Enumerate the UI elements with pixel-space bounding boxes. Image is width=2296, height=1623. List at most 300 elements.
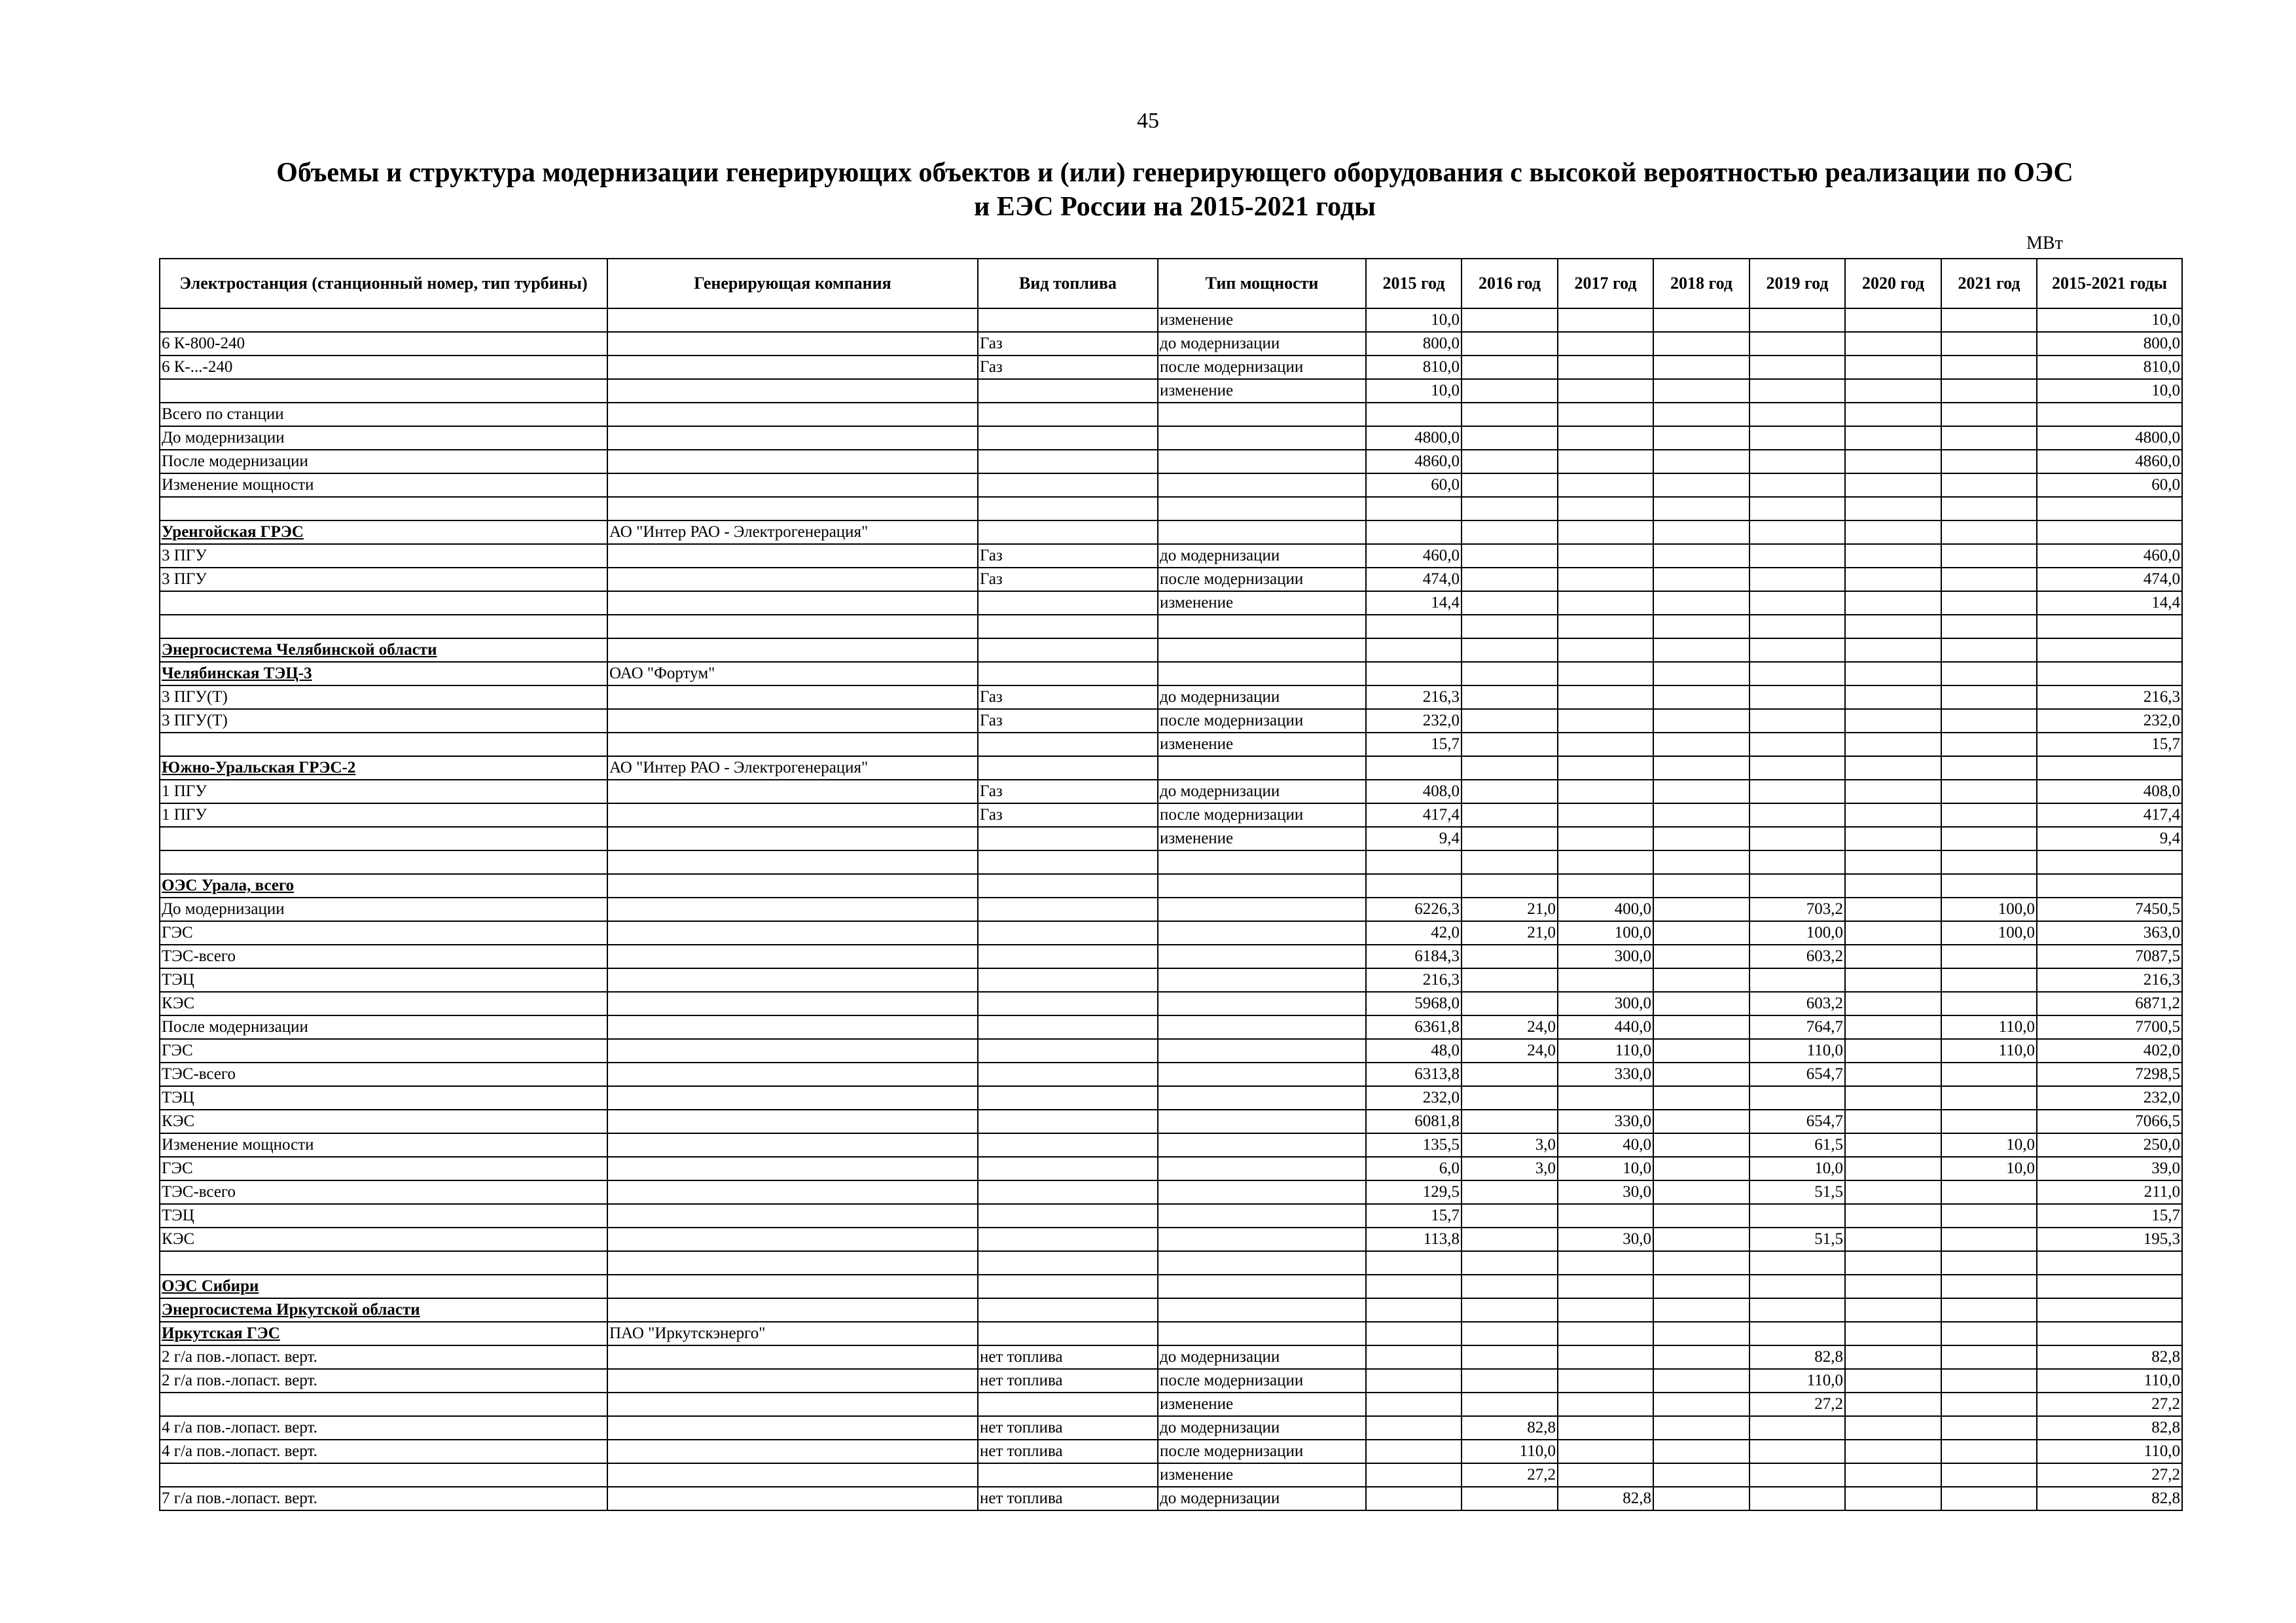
header-2020: 2020 год bbox=[1845, 259, 1941, 308]
unit-label: МВт bbox=[2026, 233, 2063, 253]
capacity-type-cell bbox=[1158, 1275, 1366, 1298]
value-cell-2020 bbox=[1845, 568, 1941, 591]
value-cell-2020 bbox=[1845, 1275, 1941, 1298]
value-cell-2021: 10,0 bbox=[1941, 1133, 2037, 1157]
table-row bbox=[160, 1086, 2182, 1110]
value-cell-2016 bbox=[1462, 1322, 1558, 1345]
value-cell-2021 bbox=[1941, 1487, 2037, 1510]
station-cell: ГЭС bbox=[160, 1157, 607, 1180]
value-cell-2019 bbox=[1749, 968, 1845, 992]
value-cell-2020 bbox=[1845, 685, 1941, 709]
value-cell-2020 bbox=[1845, 733, 1941, 756]
capacity-type-cell: до модернизации bbox=[1158, 1487, 1366, 1510]
value-cell-total: 7087,5 bbox=[2037, 945, 2182, 968]
value-cell-2021 bbox=[1941, 379, 2037, 403]
value-cell-2019 bbox=[1749, 850, 1845, 874]
value-cell-2020 bbox=[1845, 1440, 1941, 1463]
company-cell bbox=[607, 379, 978, 403]
value-cell-2021 bbox=[1941, 780, 2037, 803]
value-cell-2020 bbox=[1845, 356, 1941, 379]
table-row bbox=[160, 308, 2182, 332]
value-cell-2017: 300,0 bbox=[1558, 992, 1653, 1015]
value-cell-2019 bbox=[1749, 450, 1845, 473]
value-cell-2020 bbox=[1845, 898, 1941, 921]
company-cell bbox=[607, 1180, 978, 1204]
station-cell bbox=[160, 827, 607, 850]
fuel-cell bbox=[978, 1063, 1158, 1086]
station-cell: Энергосистема Челябинской области bbox=[160, 638, 607, 662]
capacity-type-cell bbox=[1158, 520, 1366, 544]
table-row bbox=[160, 1063, 2182, 1086]
value-cell-2019 bbox=[1749, 1440, 1845, 1463]
table-row bbox=[160, 780, 2182, 803]
value-cell-2018 bbox=[1653, 1133, 1749, 1157]
table-row bbox=[160, 591, 2182, 615]
value-cell-total: 27,2 bbox=[2037, 1393, 2182, 1416]
company-cell bbox=[607, 709, 978, 733]
table-row bbox=[160, 850, 2182, 874]
value-cell-2015 bbox=[1366, 403, 1462, 426]
value-cell-2020 bbox=[1845, 1322, 1941, 1345]
value-cell-2020 bbox=[1845, 756, 1941, 780]
value-cell-2016 bbox=[1462, 1345, 1558, 1369]
table-row bbox=[160, 709, 2182, 733]
value-cell-2020 bbox=[1845, 780, 1941, 803]
fuel-cell bbox=[978, 1298, 1158, 1322]
capacity-type-cell bbox=[1158, 1251, 1366, 1275]
value-cell-2020 bbox=[1845, 544, 1941, 568]
value-cell-2019 bbox=[1749, 685, 1845, 709]
company-cell bbox=[607, 568, 978, 591]
fuel-cell: нет топлива bbox=[978, 1440, 1158, 1463]
station-cell: Изменение мощности bbox=[160, 1133, 607, 1157]
company-cell bbox=[607, 356, 978, 379]
header-2021: 2021 год bbox=[1941, 259, 2037, 308]
table-row bbox=[160, 1157, 2182, 1180]
value-cell-2016 bbox=[1462, 497, 1558, 520]
table-row bbox=[160, 568, 2182, 591]
value-cell-2020 bbox=[1845, 1133, 1941, 1157]
value-cell-2019 bbox=[1749, 426, 1845, 450]
value-cell-2019: 603,2 bbox=[1749, 945, 1845, 968]
station-cell bbox=[160, 1251, 607, 1275]
value-cell-2020 bbox=[1845, 992, 1941, 1015]
value-cell-2016 bbox=[1462, 473, 1558, 497]
station-cell: 2 г/а пов.-лопаст. верт. bbox=[160, 1345, 607, 1369]
value-cell-2016: 24,0 bbox=[1462, 1015, 1558, 1039]
station-cell: Челябинская ТЭЦ-3 bbox=[160, 662, 607, 685]
station-cell: Энергосистема Иркутской области bbox=[160, 1298, 607, 1322]
value-cell-2015 bbox=[1366, 1369, 1462, 1393]
page-title bbox=[151, 156, 2199, 224]
value-cell-2016 bbox=[1462, 1393, 1558, 1416]
value-cell-2019: 654,7 bbox=[1749, 1063, 1845, 1086]
value-cell-total: 211,0 bbox=[2037, 1180, 2182, 1204]
table-row bbox=[160, 874, 2182, 898]
company-cell bbox=[607, 1463, 978, 1487]
value-cell-2017 bbox=[1558, 1275, 1653, 1298]
value-cell-2018 bbox=[1653, 1180, 1749, 1204]
value-cell-2018 bbox=[1653, 1416, 1749, 1440]
value-cell-2020 bbox=[1845, 803, 1941, 827]
value-cell-2017 bbox=[1558, 308, 1653, 332]
value-cell-2018 bbox=[1653, 1251, 1749, 1275]
value-cell-2017 bbox=[1558, 1204, 1653, 1228]
table-row bbox=[160, 426, 2182, 450]
fuel-cell bbox=[978, 591, 1158, 615]
value-cell-2015: 113,8 bbox=[1366, 1228, 1462, 1251]
value-cell-2018 bbox=[1653, 1322, 1749, 1345]
value-cell-total: 7700,5 bbox=[2037, 1015, 2182, 1039]
table-row bbox=[160, 1487, 2182, 1510]
value-cell-2019 bbox=[1749, 1298, 1845, 1322]
table-row bbox=[160, 1298, 2182, 1322]
station-cell bbox=[160, 497, 607, 520]
value-cell-2019 bbox=[1749, 1416, 1845, 1440]
value-cell-2015 bbox=[1366, 1416, 1462, 1440]
station-cell bbox=[160, 1393, 607, 1416]
table-row bbox=[160, 379, 2182, 403]
value-cell-2021 bbox=[1941, 827, 2037, 850]
value-cell-2021 bbox=[1941, 874, 2037, 898]
fuel-cell bbox=[978, 1180, 1158, 1204]
value-cell-total bbox=[2037, 850, 2182, 874]
value-cell-2015: 474,0 bbox=[1366, 568, 1462, 591]
page-number: 45 bbox=[1137, 109, 1159, 133]
value-cell-2016 bbox=[1462, 850, 1558, 874]
value-cell-total: 216,3 bbox=[2037, 968, 2182, 992]
capacity-type-cell bbox=[1158, 898, 1366, 921]
value-cell-2019: 110,0 bbox=[1749, 1039, 1845, 1063]
value-cell-2019 bbox=[1749, 1275, 1845, 1298]
value-cell-2021 bbox=[1941, 945, 2037, 968]
value-cell-2016 bbox=[1462, 1086, 1558, 1110]
value-cell-2021 bbox=[1941, 1204, 2037, 1228]
value-cell-total: 82,8 bbox=[2037, 1487, 2182, 1510]
value-cell-total bbox=[2037, 403, 2182, 426]
value-cell-2019: 110,0 bbox=[1749, 1369, 1845, 1393]
table-row bbox=[160, 685, 2182, 709]
value-cell-total bbox=[2037, 1322, 2182, 1345]
company-cell: АО "Интер РАО - Электрогенерация" bbox=[607, 520, 978, 544]
table-row bbox=[160, 756, 2182, 780]
station-cell: ТЭС-всего bbox=[160, 1180, 607, 1204]
station-cell: КЭС bbox=[160, 992, 607, 1015]
company-cell bbox=[607, 733, 978, 756]
station-cell: 3 ПГУ bbox=[160, 568, 607, 591]
value-cell-total: 402,0 bbox=[2037, 1039, 2182, 1063]
value-cell-2019 bbox=[1749, 1204, 1845, 1228]
value-cell-total: 6871,2 bbox=[2037, 992, 2182, 1015]
company-cell bbox=[607, 473, 978, 497]
station-cell: До модернизации bbox=[160, 426, 607, 450]
station-cell: ОЭС Сибири bbox=[160, 1275, 607, 1298]
company-cell bbox=[607, 1086, 978, 1110]
value-cell-2017 bbox=[1558, 520, 1653, 544]
value-cell-2015: 4800,0 bbox=[1366, 426, 1462, 450]
value-cell-2016 bbox=[1462, 1487, 1558, 1510]
value-cell-2019 bbox=[1749, 1487, 1845, 1510]
value-cell-2016 bbox=[1462, 803, 1558, 827]
value-cell-2019: 703,2 bbox=[1749, 898, 1845, 921]
value-cell-2021 bbox=[1941, 403, 2037, 426]
company-cell bbox=[607, 1298, 978, 1322]
value-cell-total: 232,0 bbox=[2037, 1086, 2182, 1110]
value-cell-2020 bbox=[1845, 308, 1941, 332]
value-cell-2021 bbox=[1941, 568, 2037, 591]
station-cell bbox=[160, 733, 607, 756]
value-cell-2017 bbox=[1558, 1086, 1653, 1110]
fuel-cell bbox=[978, 473, 1158, 497]
value-cell-2019 bbox=[1749, 733, 1845, 756]
value-cell-2016: 82,8 bbox=[1462, 1416, 1558, 1440]
value-cell-2017: 100,0 bbox=[1558, 921, 1653, 945]
station-cell: Иркутская ГЭС bbox=[160, 1322, 607, 1345]
company-cell bbox=[607, 898, 978, 921]
value-cell-2017 bbox=[1558, 1322, 1653, 1345]
value-cell-2019 bbox=[1749, 780, 1845, 803]
value-cell-2015 bbox=[1366, 1275, 1462, 1298]
value-cell-total: 216,3 bbox=[2037, 685, 2182, 709]
station-cell: 7 г/а пов.-лопаст. верт. bbox=[160, 1487, 607, 1510]
value-cell-2017 bbox=[1558, 1369, 1653, 1393]
value-cell-2015: 60,0 bbox=[1366, 473, 1462, 497]
company-cell bbox=[607, 1228, 978, 1251]
title-line-1: Объемы и структура модернизации генерирующих объектов и (или) генерирующего оборудования с высокой вероятностью реализации по ОЭС bbox=[276, 158, 2073, 188]
value-cell-2016 bbox=[1462, 1110, 1558, 1133]
value-cell-2020 bbox=[1845, 473, 1941, 497]
value-cell-2018 bbox=[1653, 615, 1749, 638]
capacity-type-cell bbox=[1158, 850, 1366, 874]
value-cell-2021 bbox=[1941, 1440, 2037, 1463]
company-cell bbox=[607, 1275, 978, 1298]
company-cell bbox=[607, 1440, 978, 1463]
value-cell-2021 bbox=[1941, 356, 2037, 379]
station-cell bbox=[160, 591, 607, 615]
capacity-type-cell bbox=[1158, 1180, 1366, 1204]
value-cell-2020 bbox=[1845, 379, 1941, 403]
fuel-cell bbox=[978, 945, 1158, 968]
value-cell-2018 bbox=[1653, 1015, 1749, 1039]
value-cell-2018 bbox=[1653, 1345, 1749, 1369]
value-cell-2017 bbox=[1558, 591, 1653, 615]
value-cell-total bbox=[2037, 1251, 2182, 1275]
value-cell-2021 bbox=[1941, 733, 2037, 756]
value-cell-2018 bbox=[1653, 473, 1749, 497]
table-row bbox=[160, 968, 2182, 992]
station-cell: 4 г/а пов.-лопаст. верт. bbox=[160, 1416, 607, 1440]
table-row bbox=[160, 1180, 2182, 1204]
value-cell-2015: 42,0 bbox=[1366, 921, 1462, 945]
fuel-cell: нет топлива bbox=[978, 1416, 1158, 1440]
table-row bbox=[160, 945, 2182, 968]
fuel-cell bbox=[978, 497, 1158, 520]
capacity-type-cell bbox=[1158, 403, 1366, 426]
value-cell-2016 bbox=[1462, 685, 1558, 709]
header-company: Генерирующая компания bbox=[607, 259, 978, 308]
value-cell-2015: 232,0 bbox=[1366, 1086, 1462, 1110]
value-cell-2019: 10,0 bbox=[1749, 1157, 1845, 1180]
value-cell-2015 bbox=[1366, 1251, 1462, 1275]
capacity-type-cell: изменение bbox=[1158, 379, 1366, 403]
value-cell-2015 bbox=[1366, 1440, 1462, 1463]
value-cell-2017 bbox=[1558, 662, 1653, 685]
value-cell-2020 bbox=[1845, 1180, 1941, 1204]
value-cell-2019 bbox=[1749, 332, 1845, 356]
value-cell-2015 bbox=[1366, 497, 1462, 520]
capacity-type-cell: после модернизации bbox=[1158, 356, 1366, 379]
company-cell bbox=[607, 992, 978, 1015]
value-cell-2018 bbox=[1653, 1086, 1749, 1110]
value-cell-2017 bbox=[1558, 379, 1653, 403]
value-cell-2015: 14,4 bbox=[1366, 591, 1462, 615]
fuel-cell bbox=[978, 1228, 1158, 1251]
table-row bbox=[160, 733, 2182, 756]
value-cell-2021: 100,0 bbox=[1941, 921, 2037, 945]
value-cell-2021 bbox=[1941, 1063, 2037, 1086]
capacity-type-cell bbox=[1158, 426, 1366, 450]
table-row bbox=[160, 1275, 2182, 1298]
value-cell-total bbox=[2037, 662, 2182, 685]
fuel-cell: нет топлива bbox=[978, 1345, 1158, 1369]
station-cell: ТЭЦ bbox=[160, 1086, 607, 1110]
company-cell bbox=[607, 780, 978, 803]
table-row bbox=[160, 898, 2182, 921]
value-cell-2020 bbox=[1845, 1251, 1941, 1275]
value-cell-2020 bbox=[1845, 968, 1941, 992]
capacity-type-cell bbox=[1158, 662, 1366, 685]
value-cell-2020 bbox=[1845, 1015, 1941, 1039]
value-cell-2016 bbox=[1462, 1204, 1558, 1228]
value-cell-total: 10,0 bbox=[2037, 308, 2182, 332]
value-cell-2021 bbox=[1941, 497, 2037, 520]
value-cell-2016 bbox=[1462, 403, 1558, 426]
value-cell-2019: 764,7 bbox=[1749, 1015, 1845, 1039]
fuel-cell bbox=[978, 1039, 1158, 1063]
station-cell: ГЭС bbox=[160, 1039, 607, 1063]
station-cell: 2 г/а пов.-лопаст. верт. bbox=[160, 1369, 607, 1393]
company-cell bbox=[607, 1133, 978, 1157]
value-cell-2016 bbox=[1462, 709, 1558, 733]
value-cell-total: 60,0 bbox=[2037, 473, 2182, 497]
value-cell-2021 bbox=[1941, 591, 2037, 615]
value-cell-2017: 330,0 bbox=[1558, 1110, 1653, 1133]
value-cell-2015 bbox=[1366, 1298, 1462, 1322]
value-cell-2018 bbox=[1653, 1110, 1749, 1133]
header-2016: 2016 год bbox=[1462, 259, 1558, 308]
fuel-cell bbox=[978, 874, 1158, 898]
value-cell-total: 110,0 bbox=[2037, 1369, 2182, 1393]
value-cell-2018 bbox=[1653, 1298, 1749, 1322]
value-cell-2016 bbox=[1462, 1369, 1558, 1393]
capacity-type-cell: до модернизации bbox=[1158, 780, 1366, 803]
value-cell-2015: 232,0 bbox=[1366, 709, 1462, 733]
value-cell-2021 bbox=[1941, 1180, 2037, 1204]
fuel-cell: Газ bbox=[978, 780, 1158, 803]
fuel-cell: Газ bbox=[978, 544, 1158, 568]
capacity-type-cell: изменение bbox=[1158, 591, 1366, 615]
company-cell bbox=[607, 450, 978, 473]
fuel-cell bbox=[978, 662, 1158, 685]
value-cell-total: 363,0 bbox=[2037, 921, 2182, 945]
company-cell bbox=[607, 426, 978, 450]
fuel-cell bbox=[978, 403, 1158, 426]
value-cell-2018 bbox=[1653, 308, 1749, 332]
value-cell-2017 bbox=[1558, 968, 1653, 992]
value-cell-2018 bbox=[1653, 968, 1749, 992]
value-cell-2021: 110,0 bbox=[1941, 1015, 2037, 1039]
value-cell-2015 bbox=[1366, 1463, 1462, 1487]
company-cell bbox=[607, 921, 978, 945]
fuel-cell bbox=[978, 379, 1158, 403]
station-cell: КЭС bbox=[160, 1228, 607, 1251]
value-cell-2016 bbox=[1462, 332, 1558, 356]
value-cell-2016 bbox=[1462, 1251, 1558, 1275]
capacity-type-cell: изменение bbox=[1158, 1393, 1366, 1416]
station-cell: 6 К-...-240 bbox=[160, 356, 607, 379]
company-cell bbox=[607, 1393, 978, 1416]
table-row bbox=[160, 473, 2182, 497]
table-row bbox=[160, 1015, 2182, 1039]
value-cell-2019 bbox=[1749, 662, 1845, 685]
value-cell-total bbox=[2037, 1298, 2182, 1322]
value-cell-2020 bbox=[1845, 1204, 1941, 1228]
value-cell-2019 bbox=[1749, 709, 1845, 733]
value-cell-2021 bbox=[1941, 544, 2037, 568]
value-cell-2015: 6184,3 bbox=[1366, 945, 1462, 968]
capacity-type-cell bbox=[1158, 1086, 1366, 1110]
capacity-type-cell bbox=[1158, 615, 1366, 638]
fuel-cell bbox=[978, 1015, 1158, 1039]
value-cell-2019: 27,2 bbox=[1749, 1393, 1845, 1416]
company-cell bbox=[607, 638, 978, 662]
value-cell-total: 10,0 bbox=[2037, 379, 2182, 403]
value-cell-2018 bbox=[1653, 332, 1749, 356]
table-row bbox=[160, 450, 2182, 473]
value-cell-2019 bbox=[1749, 874, 1845, 898]
value-cell-2017 bbox=[1558, 403, 1653, 426]
value-cell-total bbox=[2037, 756, 2182, 780]
value-cell-2017 bbox=[1558, 1463, 1653, 1487]
value-cell-2018 bbox=[1653, 945, 1749, 968]
value-cell-2015 bbox=[1366, 756, 1462, 780]
value-cell-2018 bbox=[1653, 426, 1749, 450]
capacity-type-cell bbox=[1158, 968, 1366, 992]
value-cell-total bbox=[2037, 1275, 2182, 1298]
fuel-cell: Газ bbox=[978, 568, 1158, 591]
value-cell-2021 bbox=[1941, 1393, 2037, 1416]
value-cell-2015 bbox=[1366, 662, 1462, 685]
fuel-cell bbox=[978, 426, 1158, 450]
value-cell-2018 bbox=[1653, 709, 1749, 733]
value-cell-2019 bbox=[1749, 356, 1845, 379]
value-cell-2020 bbox=[1845, 1416, 1941, 1440]
value-cell-total: 7450,5 bbox=[2037, 898, 2182, 921]
value-cell-2015: 6361,8 bbox=[1366, 1015, 1462, 1039]
value-cell-2017 bbox=[1558, 756, 1653, 780]
value-cell-total: 810,0 bbox=[2037, 356, 2182, 379]
value-cell-2015: 6313,8 bbox=[1366, 1063, 1462, 1086]
company-cell bbox=[607, 874, 978, 898]
fuel-cell bbox=[978, 450, 1158, 473]
fuel-cell bbox=[978, 308, 1158, 332]
value-cell-2017 bbox=[1558, 733, 1653, 756]
value-cell-total: 14,4 bbox=[2037, 591, 2182, 615]
capacity-type-cell bbox=[1158, 1133, 1366, 1157]
company-cell bbox=[607, 1369, 978, 1393]
company-cell bbox=[607, 308, 978, 332]
table-row bbox=[160, 1416, 2182, 1440]
